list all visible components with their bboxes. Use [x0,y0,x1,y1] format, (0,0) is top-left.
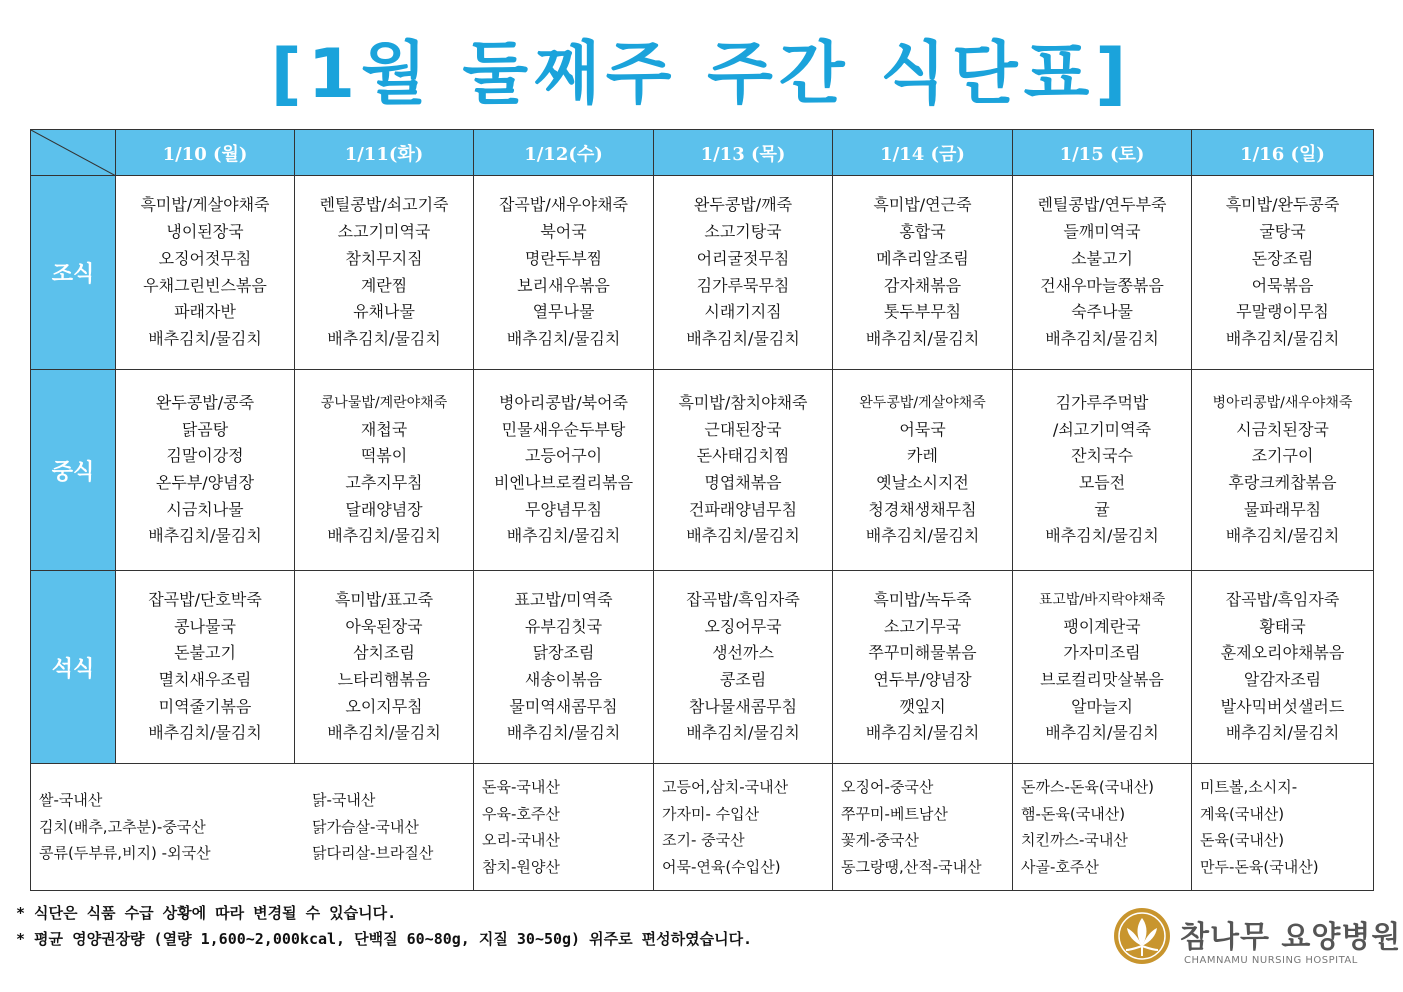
origin-item: 어묵-연육(수입산) [662,857,781,876]
origin-item: 우육-호주산 [482,804,560,823]
dish-item: /쇠고기미역죽 [1052,419,1152,439]
weekly-menu-table [30,129,1374,891]
dish-item: 쭈꾸미해물볶음 [868,643,977,663]
dish-item: 청경채생채무침 [868,499,977,519]
meal-label: 중식 [31,370,116,571]
origin-item: 꽃게-중국산 [841,831,919,849]
day-header: 1/15 (토) [1013,130,1192,176]
dish-item: 소고기탕국 [704,222,782,242]
day-header-row [31,130,1374,176]
origin-row [31,764,1374,891]
dish-item: 잡곡밥/단호박죽 [148,589,262,609]
dish-item: 메추리알조림 [876,248,969,268]
dish-item: 보리새우볶음 [517,275,610,295]
origin-list [1192,774,1373,880]
dish-item: 톳두부무침 [883,302,962,322]
dish-item: 배추김치/물김치 [865,526,980,546]
dish-list [654,192,832,352]
origin-item: 햄-돈육(국내산) [1021,804,1126,823]
dish-item: 어묵국 [899,419,946,439]
dish-item: 김말이강정 [166,446,244,466]
dish-item: 들깨미역국 [1063,222,1141,242]
dish-item: 옛날소시지전 [876,473,969,492]
dish-item: 병아리콩밥/새우야채죽 [1212,394,1353,411]
hospital-name: 참나무 요양병원 [1180,920,1402,955]
origin-list [304,787,433,867]
dish-item: 오징어무국 [704,616,782,636]
dish-item: 잡곡밥/흑임자죽 [686,589,800,609]
dish-list [1192,587,1373,747]
dish-item: 배추김치/물김치 [865,723,980,743]
dish-list [833,390,1012,550]
dish-list [654,587,832,747]
dish-item: 가자미조림 [1063,643,1141,663]
meal-row-breakfast [31,176,1374,370]
dish-list [833,192,1012,352]
dish-item: 감자채볶음 [883,275,962,295]
origin-item: 콩류(두부류,비지) -외국산 [39,844,211,863]
dish-item: 오이지무침 [345,696,423,716]
dish-item: 배추김치/물김치 [1045,328,1159,348]
origin-item: 동그랑땡,산적-국내산 [841,857,982,876]
dish-item: 근대된장국 [704,419,782,439]
menu-cell [295,571,474,764]
dish-item: 흑미밥/연근죽 [873,195,972,215]
dish-item: 굴탕국 [1259,222,1306,242]
dish-item: 삼치조림 [353,643,415,663]
dish-item: 생선까스 [712,643,774,663]
dish-item: 배추김치/물김치 [865,328,980,348]
menu-cell [654,370,833,571]
dish-item: 비엔나브로컬리볶음 [493,473,634,492]
origin-list [474,774,653,880]
origin-list [654,774,832,880]
dish-item: 민물새우순두부탕 [501,419,626,439]
dish-item: 배추김치/물김치 [686,328,800,348]
dish-item: 조기구이 [1251,446,1314,466]
dish-item: 시래기지짐 [704,302,782,322]
origin-item: 조기- 중국산 [662,831,745,849]
dish-item: 병아리콩밥/북어죽 [498,392,629,412]
dish-item: 배추김치/물김치 [1045,723,1159,743]
origin-item: 돈육(국내산) [1200,831,1285,849]
menu-cell [1192,571,1374,764]
dish-item: 시금치된장국 [1236,419,1329,439]
dish-item: 잡곡밥/새우야채죽 [498,195,629,215]
origin-item: 쭈꾸미-베트남산 [841,804,948,823]
origin-cell [1192,764,1374,891]
dish-item: 흑미밥/녹두죽 [873,589,972,609]
dish-item: 배추김치/물김치 [1225,328,1340,348]
dish-item: 잡곡밥/흑임자죽 [1225,589,1340,609]
dish-item: 닭곰탕 [181,419,229,439]
meal-row-lunch [31,370,1374,571]
dish-item: 흑미밥/표고죽 [334,589,434,609]
dish-item: 건파래양념무침 [688,499,798,519]
menu-cell [474,571,654,764]
dish-item: 흑미밥/게살야채죽 [140,195,270,215]
hospital-subtitle: CHAMNAMU NURSING HOSPITAL [1184,955,1358,966]
dish-item: 명엽채볶음 [704,473,782,492]
dish-item: 물미역새콤무침 [509,696,618,716]
diagonal-line-icon [31,130,116,176]
dish-item: 깻잎지 [899,696,946,716]
origin-cell [31,764,474,891]
dish-item: 계란찜 [360,275,408,295]
dish-item: 닭장조림 [532,643,595,663]
dish-item: 배추김치/물김치 [148,723,262,743]
origin-cell [654,764,833,891]
menu-cell [116,571,295,764]
dish-item: 표고밥/바지락야채죽 [1038,591,1166,608]
menu-cell [1013,176,1192,370]
origin-list [1013,774,1191,880]
menu-cell [474,176,654,370]
dish-list [116,192,294,352]
dish-item: 돈장조림 [1251,248,1314,268]
origin-item: 계육(국내산) [1200,804,1285,823]
dish-item: 우채그린빈스볶음 [143,275,267,295]
dish-item: 배추김치/물김치 [148,526,262,546]
dish-item: 고등어구이 [524,446,603,466]
dish-list [116,587,294,747]
dish-list [295,390,473,550]
dish-item: 떡볶이 [360,446,408,466]
dish-item: 완두콩밥/콩죽 [155,392,255,412]
dish-item: 숙주나물 [1071,302,1133,322]
note-line: * 식단은 식품 수급 상황에 따라 변경될 수 있습니다. [16,904,397,922]
dish-item: 냉이된장국 [166,222,244,242]
dish-item: 건새우마늘쫑볶음 [1040,275,1164,295]
day-header: 1/10 (월) [116,130,295,176]
dish-item: 표고밥/미역죽 [514,589,613,609]
dish-item: 무말랭이무침 [1236,302,1329,322]
dish-item: 렌틸콩밥/연두부죽 [1037,195,1167,215]
origin-item: 쌀-국내산 [39,791,103,810]
menu-cell [116,370,295,571]
day-header: 1/13 (목) [654,130,833,176]
dish-item: 배추김치/물김치 [327,723,441,743]
menu-cell [654,571,833,764]
dish-item: 새송이볶음 [524,670,603,689]
dish-list [833,587,1012,747]
dish-item: 명란두부찜 [524,248,603,268]
dish-item: 어묵볶음 [1251,275,1314,295]
dish-item: 발사믹버섯샐러드 [1220,696,1345,716]
dish-item: 배추김치/물김치 [506,328,621,348]
day-header: 1/16 (일) [1192,130,1374,176]
origin-item: 오징어-중국산 [841,778,934,796]
dish-item: 황태국 [1259,616,1306,636]
dish-list [474,390,653,550]
dish-item: 배추김치/물김치 [1225,723,1340,743]
meal-label: 조식 [31,176,116,370]
acorn-leaf-logo-icon [1112,906,1172,966]
dish-item: 열무나물 [532,302,595,322]
dish-item: 콩나물밥/계란야채죽 [320,394,448,411]
dish-item: 소고기무국 [883,616,962,636]
dish-item: 소불고기 [1071,248,1133,268]
origin-item: 참치-원양산 [482,857,560,876]
dish-item: 귤 [1094,499,1110,519]
menu-cell [833,571,1013,764]
dish-item: 팽이계란국 [1063,616,1141,636]
origin-item: 오리-국내산 [482,831,560,849]
dish-item: 배추김치/물김치 [327,526,441,546]
dish-item: 훈제오리야채볶음 [1220,643,1345,663]
origin-list [833,774,1012,880]
dish-item: 카레 [907,446,938,466]
dish-list [295,192,473,352]
menu-cell [1013,571,1192,764]
dish-item: 어리굴젓무침 [696,248,790,268]
dish-list [1013,192,1191,352]
origin-cell [833,764,1013,891]
origin-item: 가자미- 수입산 [662,804,760,823]
dish-list [1013,587,1191,747]
dish-item: 김가루묵무침 [696,275,790,295]
dish-item: 배추김치/물김치 [686,526,800,546]
dish-item: 멸치새우조림 [158,670,252,689]
day-header: 1/11(화) [295,130,474,176]
origin-item: 미트볼,소시지- [1200,778,1298,796]
dish-item: 흑미밥/참치야채죽 [678,392,808,412]
origin-item: 닭다리살-브라질산 [312,844,434,863]
dish-item: 알마늘지 [1071,696,1133,716]
dish-list [1192,390,1373,550]
dish-list [474,192,653,352]
dish-list [116,390,294,550]
origin-item: 닭가슴살-국내산 [312,817,419,836]
dish-item: 연두부/양념장 [873,670,972,689]
origin-item: 김치(배추,고추분)-중국산 [39,817,206,836]
menu-cell [833,370,1013,571]
origin-cell [1013,764,1192,891]
origin-cell [474,764,654,891]
origin-item: 돈육-국내산 [482,778,560,796]
origin-item: 돈까스-돈육(국내산) [1021,778,1155,796]
page-title: [1월 둘째주 주간 식단표] [270,35,1133,114]
corner-cell [31,130,116,176]
dish-item: 잔치국수 [1071,446,1133,466]
note-line: * 평균 영양권장량 (열량 1,600~2,000kcal, 단백질 60~80g, 지질 30~50g) 위주로 편성하였습니다. [16,930,753,948]
dish-list [1192,192,1373,352]
dish-list [474,587,653,747]
dish-item: 시금치나물 [166,499,244,519]
dish-item: 유채나물 [353,302,415,322]
day-header: 1/12(수) [474,130,654,176]
dish-item: 콩조림 [719,670,767,689]
dish-item: 알감자조림 [1243,670,1322,689]
dish-item: 달래양념장 [345,499,423,519]
dish-item: 브로컬리맛살볶음 [1040,670,1164,689]
dish-item: 느타리햄볶음 [337,670,431,689]
notes [16,900,752,952]
dish-item: 유부김칫국 [524,616,603,636]
dish-item: 배추김치/물김치 [1225,526,1340,546]
menu-cell [116,176,295,370]
dish-item: 재첩국 [360,419,408,439]
dish-item: 배추김치/물김치 [327,328,441,348]
dish-item: 김가루주먹밥 [1055,392,1149,412]
menu-cell [1013,370,1192,571]
dish-item: 완두콩밥/깨죽 [693,195,793,215]
menu-cell [474,370,654,571]
origin-item: 닭-국내산 [312,791,376,810]
dish-item: 아욱된장국 [345,616,423,636]
dish-item: 미역줄기볶음 [158,696,252,716]
dish-item: 배추김치/물김치 [148,328,262,348]
dish-item: 파래자반 [174,302,236,322]
origin-item: 만두-돈육(국내산) [1200,857,1319,876]
origin-item: 고등어,삼치-국내산 [662,778,789,796]
origin-item: 사골-호주산 [1021,857,1099,876]
dish-item: 후랑크케찹볶음 [1228,473,1337,492]
menu-cell [1192,370,1374,571]
hospital-logo [1112,906,1402,976]
meal-label: 석식 [31,571,116,764]
menu-cell [654,176,833,370]
dish-item: 배추김치/물김치 [506,723,621,743]
dish-item: 돈불고기 [174,643,236,663]
origin-list [31,787,304,867]
dish-item: 돈사태김치찜 [696,446,790,466]
origin-item: 치킨까스-국내산 [1021,831,1128,849]
day-header: 1/14 (금) [833,130,1013,176]
menu-cell [295,176,474,370]
dish-list [295,587,473,747]
dish-item: 고추지무침 [345,473,423,492]
meal-row-dinner [31,571,1374,764]
dish-item: 무양념무침 [524,499,603,519]
dish-item: 참치무지짐 [345,248,423,268]
dish-item: 북어국 [540,222,587,242]
dish-item: 배추김치/물김치 [686,723,800,743]
dish-item: 콩나물국 [174,616,236,636]
dish-item: 물파래무침 [1243,499,1322,519]
menu-cell [1192,176,1374,370]
dish-item: 오징어젓무침 [158,248,252,268]
dish-list [654,390,832,550]
dish-item: 배추김치/물김치 [1045,526,1159,546]
dish-item: 흑미밥/완두콩죽 [1225,195,1340,215]
dish-item: 모듬전 [1078,473,1126,492]
dish-item: 소고기미역국 [337,222,431,242]
menu-cell [833,176,1013,370]
dish-list [1013,390,1191,550]
menu-cell [295,370,474,571]
dish-item: 온두부/양념장 [155,473,255,492]
dish-item: 렌틸콩밥/쇠고기죽 [319,195,449,215]
dish-item: 홍합국 [899,222,946,242]
dish-item: 참나물새콤무침 [688,696,798,716]
dish-item: 배추김치/물김치 [506,526,621,546]
dish-item: 완두콩밥/게살야채죽 [859,394,986,411]
